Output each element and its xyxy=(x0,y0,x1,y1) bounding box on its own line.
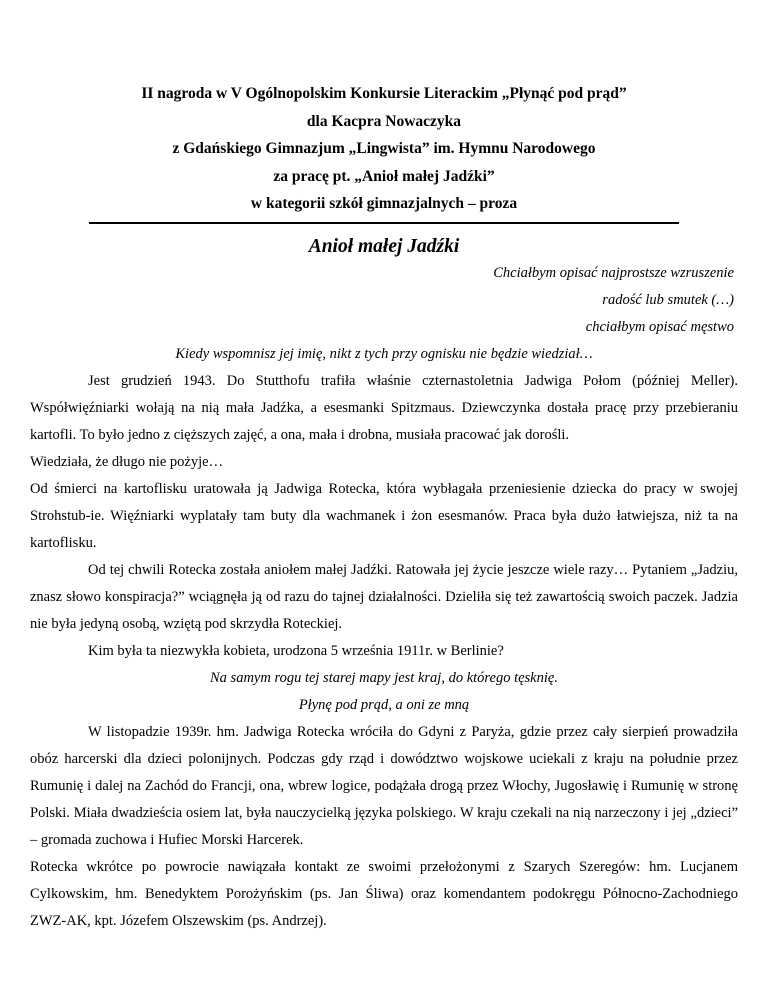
quote-map-line-1: Na samym rogu tej starej mapy jest kraj, do którego tęsknię. xyxy=(210,669,558,686)
motto-line-3: chciałbym opisać męstwo xyxy=(585,318,734,335)
quote-map-line-2: Płynę pod prąd, a oni ze mną xyxy=(298,696,470,713)
work-title-line: za pracę pt. „Anioł małej Jadźki” xyxy=(273,167,495,185)
paragraph-7: Rotecka wkrótce po powrocie nawiązała kontakt ze swoimi przełożonymi z Szarych Szeregów: hm. Lucjanem Cylkowskim, hm. Benedyktem Porożyńskim (ps. Jan Śliwa) oraz komendantem podokręgu Północno-Zachodniego ZWZ-AK, kpt. Józefem Olszewskim (ps. Andrzej). xyxy=(30,858,738,929)
motto-line-1: Chciałbym opisać najprostsze wzruszenie xyxy=(493,264,734,281)
paragraph-1: Jest grudzień 1943. Do Stutthofu trafiła właśnie czternastoletnia Jadwiga Połom (później Meller). Współwięźniarki wołają na nią mała Jadźka, a esesmanki Spitzmaus. Dziewczynka dostała pracę przy przebieraniu kartofli. To było jedno z cięższych zajęć, a ona, mała i drobna, musiała pracować jak dorośli. xyxy=(30,372,738,443)
paragraph-6: W listopadzie 1939r. hm. Jadwiga Rotecka wróciła do Gdyni z Paryża, gdzie przez cały sierpień prowadziła obóz harcerski dla dzieci polonijnych. Podczas gdy rząd i dowództwo wojskowe uciekali z kraju na południe przez Rumunię i dalej na Zachód do Francji, ona, wbrew logice, podążała drogą przez Włochy, Jugosławię i Rumunię w stronę Polski. Miała dwadzieścia osiem lat, była nauczycielką języka polskiego. W kraju czekali na nią narzeczony i jej „dzieci” – gromada zuchowa i Hufiec Morski Harcerek. xyxy=(30,723,738,848)
school-line: z Gdańskiego Gimnazjum „Lingwista” im. Hymnu Narodowego xyxy=(172,140,596,157)
paragraph-4: Od tej chwili Rotecka została aniołem małej Jadźki. Ratowała jej życie jeszcze wiele razy… Pytaniem „Jadziu, znasz słowo konspiracja?” wciągnęła ją od razu do tajnej działalności. Dzieliła się też zawartością swoich paczek. Jadzia nie była jedyną osobą, wziętą pod skrzydła Roteckiej. xyxy=(30,561,738,632)
story-title: Anioł małej Jadźki xyxy=(308,235,460,257)
header-divider xyxy=(89,222,679,224)
category-line: w kategorii szkół gimnazjalnych – proza xyxy=(250,195,518,212)
motto-line-2: radość lub smutek (…) xyxy=(602,291,734,308)
paragraph-2: Wiedziała, że długo nie pożyje… xyxy=(30,453,224,470)
document-page xyxy=(30,80,738,935)
author-line: dla Kacpra Nowaczyka xyxy=(306,112,462,130)
paragraph-5: Kim była ta niezwykła kobieta, urodzona 5 września 1911r. w Berlinie? xyxy=(88,642,504,659)
quote-campfire: Kiedy wspomnisz jej imię, nikt z tych przy ognisku nie będzie wiedział… xyxy=(175,345,593,362)
paragraph-3: Od śmierci na kartoflisku uratowała ją Jadwiga Rotecka, która wybłagała przeniesienie dziecka do pracy w swojej Strohstub-ie. Więźniarki wyplatały tam buty dla wachmanek i żon esesmanów. Praca była dużo łatwiejsza, niż ta na kartoflisku. xyxy=(30,480,738,551)
award-line: II nagroda w V Ogólnopolskim Konkursie Literackim „Płynąć pod prąd” xyxy=(141,85,627,102)
